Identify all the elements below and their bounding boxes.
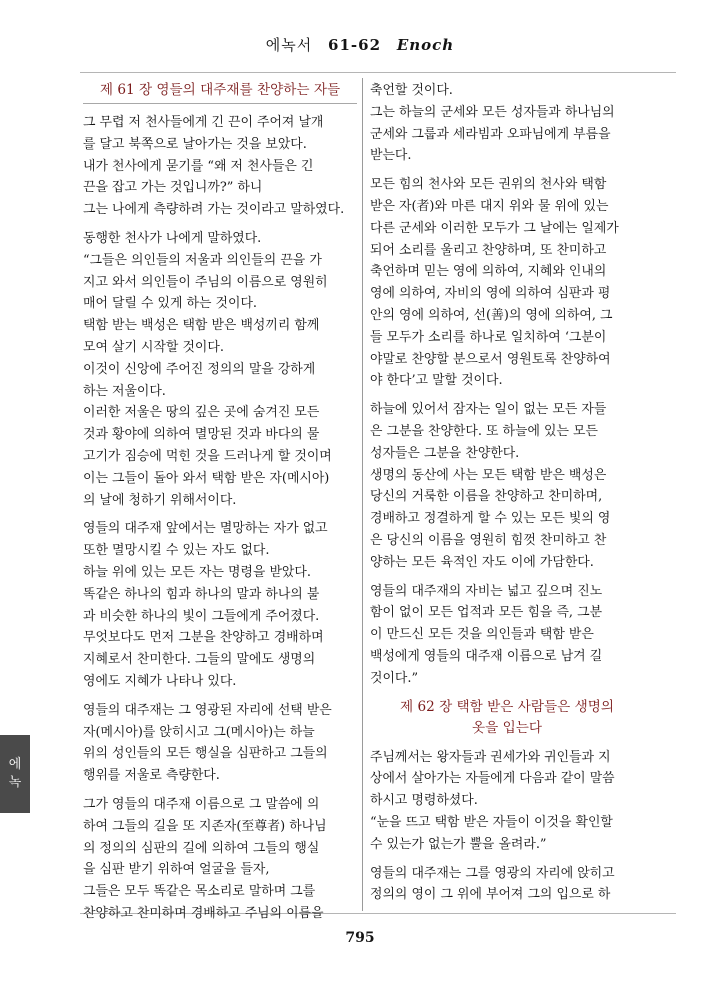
text-line: 이 만드신 모든 것을 의인들과 택함 받은 [370, 627, 594, 643]
text-line: 택함 받는 백성은 택함 받은 백성끼리 함께 [83, 318, 320, 334]
text-line: 이것이 신앙에 주어진 정의의 말을 강하게 [83, 361, 316, 377]
text-line: 하는 저울이다. [83, 383, 166, 399]
paragraph [83, 112, 357, 221]
text-line: 의 정의의 심판의 길에 의하여 그들의 행실 [83, 840, 320, 856]
text-line: 영에도 지혜가 나타나 있다. [83, 673, 237, 689]
text-line: 되어 소리를 울리고 찬양하며, 또 찬미하고 [370, 242, 607, 258]
text-line: 받는다. [370, 148, 412, 164]
text-line: 영에 의하여, 자비의 영에 의하여 심판과 평 [370, 286, 611, 302]
text-line: “눈을 뜨고 택함 받은 자들이 이것을 확인할 [370, 814, 613, 830]
text-line: 것이다.” [370, 670, 419, 686]
paragraph [370, 174, 644, 392]
side-thumb-tab [0, 735, 30, 813]
text-line: 그는 나에게 측량하려 가는 것이라고 말하였다. [83, 202, 345, 218]
chapter-62-heading [370, 697, 644, 741]
text-line: 의 날에 청하기 위해서이다. [83, 492, 237, 508]
text-line: 영들의 대주재는 그를 영광의 자리에 앉히고 [370, 865, 615, 881]
text-line: 야말로 찬양할 분으로서 영원토록 찬양하여 [370, 351, 611, 367]
text-line: 주님께서는 왕자들과 권세가와 귀인들과 지 [370, 749, 611, 765]
right-column [370, 80, 644, 913]
text-line: 은 당신의 이름을 영원히 힘껏 찬미하고 찬 [370, 532, 607, 548]
text-line: 받은 자(者)와 마른 대지 위와 물 위에 있는 [370, 198, 609, 214]
text-line: 무엇보다도 먼저 그분을 찬양하고 경배하며 [83, 630, 324, 646]
paragraph [370, 863, 644, 907]
text-line: 그는 하늘의 군세와 모든 성자들과 하나님의 [370, 104, 615, 120]
paragraph [83, 518, 357, 692]
text-line: 다른 군세와 이러한 모두가 그 날에는 일제가 [370, 220, 619, 236]
text-line: 찬양하고 찬미하며 경배하고 주님의 이름을 [83, 905, 324, 921]
text-line: 하시고 명령하셨다. [370, 793, 478, 809]
text-line: 것과 황야에 의하여 멸망된 것과 바다의 물 [83, 427, 320, 443]
text-line: 내가 천사에게 묻기를 “왜 저 천사들은 긴 [83, 158, 314, 174]
chapter-62-heading-line: 옷을 입는다 [472, 719, 542, 736]
text-line: 그 무렵 저 천사들에게 긴 끈이 주어져 날개 [83, 115, 324, 130]
left-column [83, 80, 357, 932]
book-title: 에녹서 [265, 36, 313, 54]
text-line: 은 그분을 찬양한다. 또 하늘에 있는 모든 [370, 423, 598, 439]
text-line: 을 심판 받기 위하여 얼굴을 들자, [83, 862, 270, 878]
text-line: 영들의 대주재는 그 영광된 자리에 선택 받은 [83, 702, 332, 718]
text-line: 성자들은 그분을 찬양한다. [370, 445, 520, 461]
text-line: 고기가 짐승에 먹힌 것을 드러나게 할 것이며 [83, 448, 332, 464]
side-tab-char: 에 [8, 757, 22, 772]
text-line: 지고 와서 의인들이 주님의 이름으로 영원히 [83, 274, 328, 290]
text-line: 행위를 저울로 측량한다. [83, 768, 220, 784]
paragraph [83, 700, 357, 787]
text-line: 양하는 모든 육적인 자도 이에 가담한다. [370, 554, 594, 570]
text-line: 똑같은 하나의 힘과 하나의 말과 하나의 불 [83, 586, 320, 602]
paragraph [370, 80, 644, 167]
text-line: 하여 그들의 길을 또 지존자(至尊者) 하나님 [83, 818, 327, 834]
chapter-62-heading-line: 제 62 장 택함 받은 사람들은 생명의 [400, 698, 614, 715]
text-line: 축언하며 믿는 영에 의하여, 지혜와 인내의 [370, 264, 607, 280]
text-line: 군세와 그룹과 세라빔과 오파님에게 부름을 [370, 126, 611, 142]
text-line: 모든 힘의 천사와 모든 권위의 천사와 택함 [370, 177, 607, 193]
text-line: 또한 멸망시킬 수 있는 자도 없다. [83, 543, 270, 559]
column-divider [362, 78, 363, 911]
text-line: 백성에게 영들의 대주재 이름으로 남겨 길 [370, 648, 603, 664]
side-tab-char: 녹 [8, 775, 22, 790]
text-line: 매어 달릴 수 있게 하는 것이다. [83, 296, 258, 312]
text-line: 당신의 거룩한 이름을 찬양하고 찬미하며, [370, 489, 603, 505]
text-line: 과 비슷한 하나의 빛이 그들에게 주어졌다. [83, 608, 320, 624]
text-line: 안의 영에 의하여, 선(善)의 영에 의하여, 그 [370, 307, 613, 323]
text-line: 끈을 잡고 가는 것입니까?” 하니 [83, 180, 263, 196]
text-line: 이는 그들이 돌아 와서 택함 받은 자(메시아) [83, 470, 330, 486]
text-line: 그가 영들의 대주재 이름으로 그 말씀에 의 [83, 796, 320, 812]
text-line: 지혜로서 찬미한다. 그들의 말에도 생명의 [83, 652, 316, 668]
text-line: 경배하고 정결하게 할 수 있는 모든 빛의 영 [370, 511, 611, 527]
text-line: 이러한 저울은 땅의 깊은 곳에 숨겨진 모든 [83, 405, 320, 421]
text-line: 축언할 것이다. [370, 83, 453, 98]
paragraph [370, 581, 644, 690]
text-line: 모여 살기 시작할 것이다. [83, 339, 224, 355]
text-line: 영들의 대주재의 자비는 넓고 깊으며 진노 [370, 583, 603, 599]
text-line: 수 있는가 없는가 뿔을 올려라.” [370, 836, 547, 852]
text-line: 영들의 대주재 앞에서는 멸망하는 자가 없고 [83, 521, 328, 537]
paragraph [370, 747, 644, 856]
text-line: 상에서 살아가는 자들에게 다음과 같이 말씀 [370, 771, 615, 787]
text-line: 정의의 영이 그 위에 부어져 그의 입으로 하 [370, 887, 611, 903]
paragraph [83, 794, 357, 925]
running-header [0, 34, 720, 55]
chapter-range: 61-62 [328, 36, 382, 54]
text-line: 하늘에 있어서 잠자는 일이 없는 모든 자들 [370, 402, 607, 418]
paragraph [83, 228, 357, 511]
text-line: 동행한 천사가 나에게 말하였다. [83, 230, 262, 246]
chapter-61-heading: 제 61 장 영들의 대주재를 찬양하는 자들 [83, 80, 357, 104]
text-line: “그들은 의인들의 저울과 의인들의 끈을 가 [83, 252, 322, 268]
header-rule [80, 72, 676, 73]
text-line: 하늘 위에 있는 모든 자는 명령을 받았다. [83, 564, 311, 580]
text-line: 그들은 모두 똑같은 목소리로 말하며 그를 [83, 884, 316, 900]
page-number: 795 [345, 930, 375, 946]
text-line: 생명의 동산에 사는 모든 택함 받은 백성은 [370, 467, 607, 483]
text-line: 야 한다’고 말할 것이다. [370, 373, 503, 389]
text-line: 들 모두가 소리를 하나로 일치하여 ‘그분이 [370, 329, 607, 345]
text-line: 를 달고 북쪽으로 날아가는 것을 보았다. [83, 136, 307, 152]
text-line: 함이 없이 모든 업적과 모든 힘을 즉, 그분 [370, 605, 603, 621]
text-line: 자(메시아)를 앉히시고 그(메시아)는 하늘 [83, 724, 315, 740]
text-line: 위의 성인들의 모든 행실을 심판하고 그들의 [83, 746, 328, 762]
paragraph [370, 399, 644, 573]
book-title-english: Enoch [396, 36, 455, 54]
